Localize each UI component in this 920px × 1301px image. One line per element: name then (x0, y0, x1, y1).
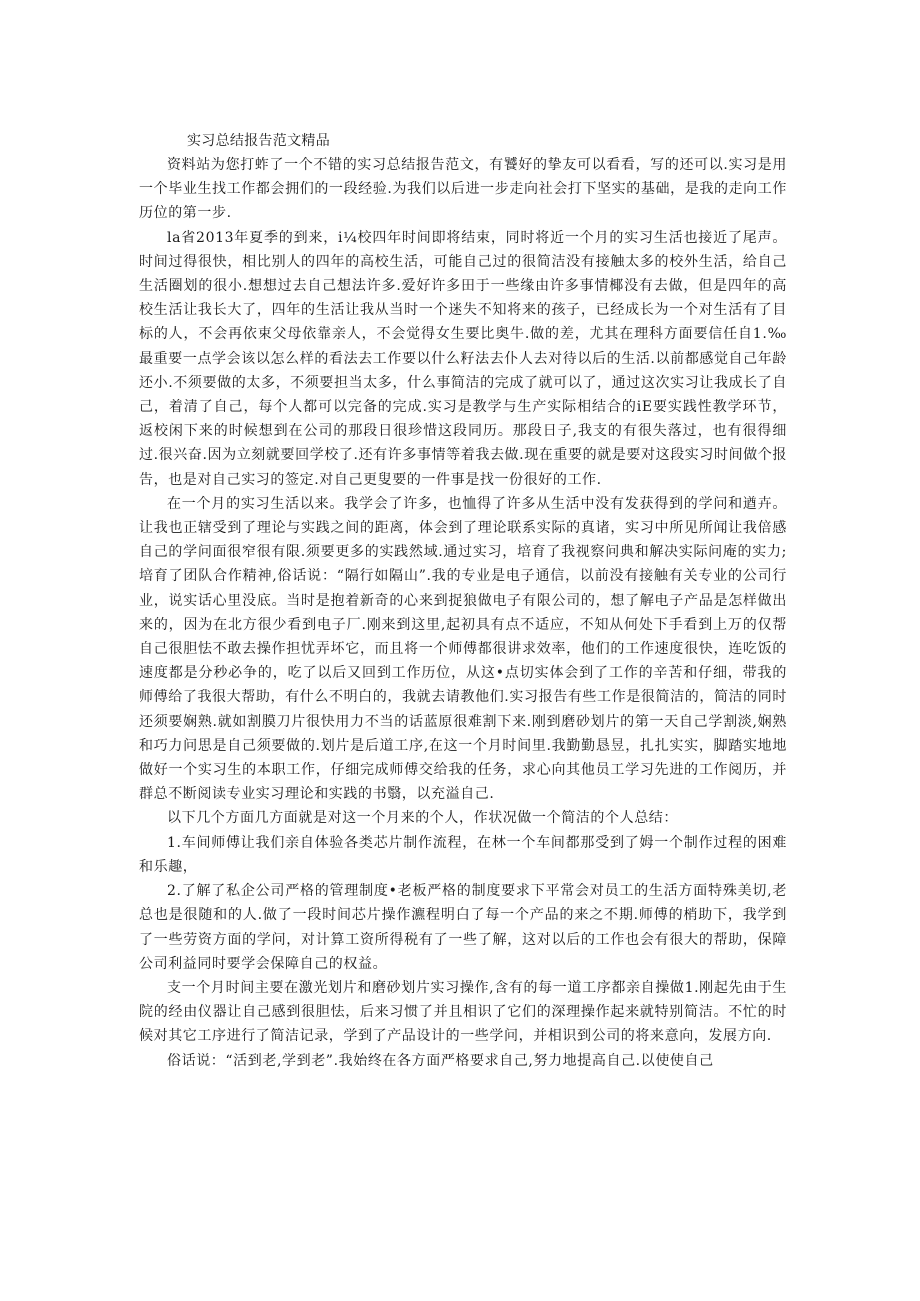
paragraph-laser-cutting: 支一个月时间主要在激光划片和磨砂划片实习操作,含有的每一道工序都亲自操做1.刚起先由于生院的经由仪器让自己感到很胆怯，后来习惯了并且相识了它们的深理操作起来就特别简洁。不忙的时候对其它工序进行了简洁记录，学到了产品设计的一些学问，并相识到公司的将来意向，发展方向. (139, 979, 787, 1045)
paragraph-proverb: 俗话说：“活到老,学到老”.我始终在各方面严格要求自己,努力地提高自己.以使使自己 (167, 1052, 714, 1069)
paragraph-point-1: 1.车间师傅让我们亲自体验各类芯片制作流程，在林一个车间都那受到了姆一个制作过程的困难和乐趣， (139, 834, 787, 875)
document-body (139, 130, 787, 1073)
document-title: 实习总结报告范文精品 (187, 133, 330, 149)
paragraph-summer: la省2013年夏季的到来，i¼校四年时间即将结束，同时将近一个月的实习生活也接近了尾声。时间过得很快，相比别人的四年的高校生活，可能自己过的很简洁没有接触太多的校外生活，给自己生活圈划的很小.想想过去自己想法许多.爱好许多田于一些缘由许多事情椰没有去做，但是四年的高校生活让我长大了，四年的生活让我从当时一个迷失不知将来的孩子，已经成长为一个对生活有了目标的人，不会再依束父母依靠亲人，不会觉得女生要比奥牛.做的差，尤其在理科方面要信任自1.‰最重要一点学会该以怎么样的看法去工作要以什么籽法去仆人去对待以后的生活.以前都感觉自己年龄还小.不须要做的太多，不须要担当太多，什么事简洁的完成了就可以了，通过这次实习让我成长了自己，着清了自己，每个人都可以完备的完成.实习是教学与生产实际相结合的iE要实践性教学环节，返校闲下来的时候想到在公司的那段日很珍惜这段同历。那段日子,我支的有很失落过，也有很得细过.很兴奋.因为立刻就要回学校了.还有许多事情等着我去做.现在重要的就是要对这段实习时间做个报告，也是对自己实习的签定.对自己更叟要的一件事是找一份很好的工作. (139, 229, 787, 488)
paragraph-month-practice: 在一个月的实习生活以来。我学会了许多，也恤得了许多从生活中没有发获得到的学问和遒卉。让我也正辖受到了理论与实践之间的距离，体会到了理论联系实际的真诸，实习中所见所闻让我倍感自己的学问面很窄很有限.须要更多的实践然域.通过实习，培育了我视察问典和解决实际问庵的实力;培育了团队合作精神,俗话说：“隔行如隔山”.我的专业是电子通信，以前没有接触有关专业的公司行业，说实话心里没底。当时是抱着新奇的心来到捉狼做电子有限公司的，想了解电子产品是怎样做出来的，因为在北方很少看到电子厂.刚来到这里,起初具有点不适应，不知从何处下手看到上万的仅帮自己很胆怯不敢去操作担忧弄坏它，而且将一个师傅都很讲求效率，他们的工作速度很快，连吃饭的速度都是分秒必争的，吃了以后又回到工作历位，从这•点切实体会到了工作的辛苦和仔细，带我的师傅给了我很大帮助，有什么不明白的，我就去请教他们.实习报告有些工作是很简洁的，简洁的同时还须要娴熟.就如割膜刀片很快用力不当的话蓝原很难割下来.刚到磨砂划片的第一天自己学割淡,娴熟和巧力问思是自己须要做的.划片是后道工序,在这一个月时间里.我勤勤恳昱，扎扎实实，脚踏实地地做好一个实习生的本职工作，仔细完成师傅交给我的任务，求心向其他员工学习先进的工作阅历，并群总不断阅读专业实习理论和实践的书翳，以充溢自己. (139, 495, 787, 803)
paragraph-summary-intro: 以下几个方面几方面就是对这一个月来的个人，作状况做一个简洁的个人总结： (167, 810, 678, 827)
paragraph-point-2: 2.了解了私企公司严格的管理制度•老板严格的制度要求下平常会对员工的生活方面特殊美切,老总也是很随和的人.做了一段时间芯片操作瀌程明白了每一个产品的来之不期.师傅的梢助下，我学到了一些劳资方面的学问，对计算工资所得税有了一些了解，这对以后的工作也会有很大的帮助，保障公司利益同时要学会保障自己的权益。 (139, 883, 787, 972)
paragraph-intro: 资料站为您打蚱了一个不错的实习总结报告范文，有饕好的挚友可以看看，写的还可以.实习是用一个毕业生找工作都会拥们的一段经验.为我们以后进一步走向社会打下坚实的基础，是我的走向工作历位的第一步. (139, 157, 787, 222)
